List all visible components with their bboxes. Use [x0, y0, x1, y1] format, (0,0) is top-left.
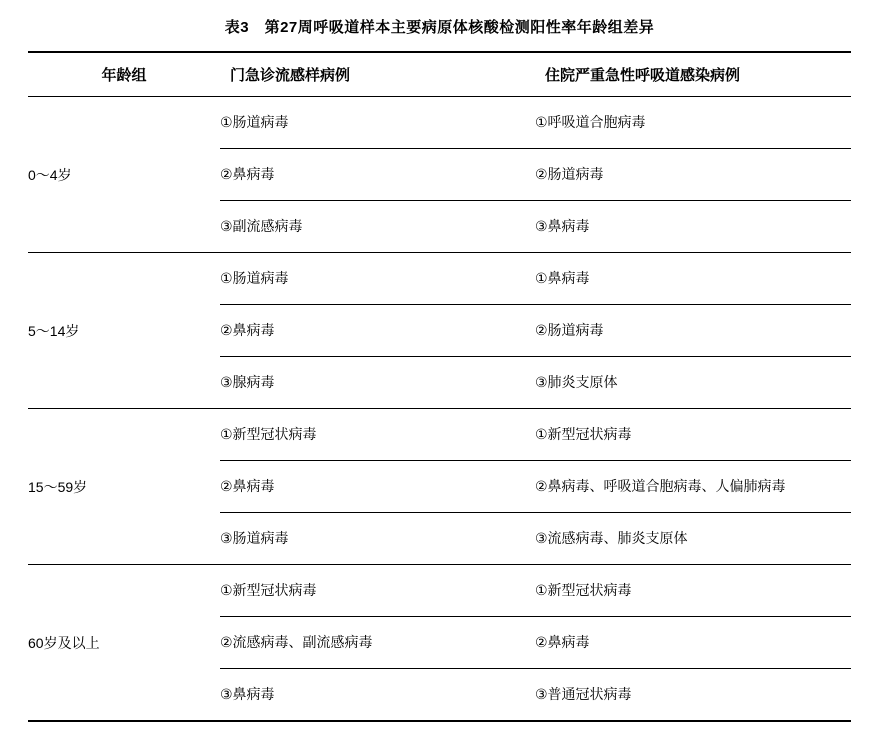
inpatient-pathogen: ②鼻病毒	[535, 617, 851, 669]
inpatient-pathogen: ②鼻病毒、呼吸道合胞病毒、人偏肺病毒	[535, 461, 851, 513]
inpatient-pathogen: ①新型冠状病毒	[535, 565, 851, 617]
inpatient-pathogen: ③普通冠状病毒	[535, 686, 632, 702]
table-row	[28, 565, 851, 617]
age-group-label: 5～14岁	[28, 253, 220, 409]
inpatient-pathogen: ①鼻病毒	[535, 253, 851, 305]
table-bottom-rule	[28, 720, 851, 722]
outpatient-pathogen: ②鼻病毒	[220, 461, 535, 513]
table-row	[28, 97, 851, 149]
table-header	[28, 52, 851, 97]
outpatient-pathogen: ③肠道病毒	[220, 513, 535, 565]
pathogen-positivity-table	[28, 51, 851, 720]
column-header-inpatient: 住院严重急性呼吸道感染病例	[535, 52, 851, 97]
outpatient-pathogen: ①肠道病毒	[220, 253, 535, 305]
table-body	[28, 97, 851, 721]
age-group-label: 60岁及以上	[28, 634, 100, 651]
inpatient-pathogen: ②肠道病毒	[535, 149, 851, 201]
outpatient-pathogen: ③鼻病毒	[220, 686, 275, 702]
inpatient-pathogen: ③鼻病毒	[535, 201, 851, 253]
outpatient-pathogen: ①新型冠状病毒	[220, 565, 535, 617]
table-header-row	[28, 52, 851, 97]
outpatient-pathogen: ①新型冠状病毒	[220, 409, 535, 461]
inpatient-pathogen: ③肺炎支原体	[535, 357, 851, 409]
age-group-label: 15～59岁	[28, 409, 220, 565]
table-row	[28, 409, 851, 461]
column-header-outpatient: 门急诊流感样病例	[220, 52, 535, 97]
column-header-age: 年龄组	[28, 52, 220, 97]
outpatient-pathogen: ①肠道病毒	[220, 97, 535, 149]
age-group-label: 0～4岁	[28, 97, 220, 253]
inpatient-pathogen: ①新型冠状病毒	[535, 409, 851, 461]
outpatient-pathogen: ③腺病毒	[220, 357, 535, 409]
inpatient-pathogen: ①呼吸道合胞病毒	[535, 97, 851, 149]
inpatient-pathogen: ③流感病毒、肺炎支原体	[535, 513, 851, 565]
outpatient-pathogen: ②鼻病毒	[220, 305, 535, 357]
outpatient-pathogen: ③副流感病毒	[220, 201, 535, 253]
outpatient-pathogen: ②流感病毒、副流感病毒	[220, 617, 535, 669]
table-row	[28, 253, 851, 305]
table-title: 表3 第27周呼吸道样本主要病原体核酸检测阳性率年龄组差异	[224, 19, 655, 36]
inpatient-pathogen: ②肠道病毒	[535, 305, 851, 357]
outpatient-pathogen: ②鼻病毒	[220, 149, 535, 201]
